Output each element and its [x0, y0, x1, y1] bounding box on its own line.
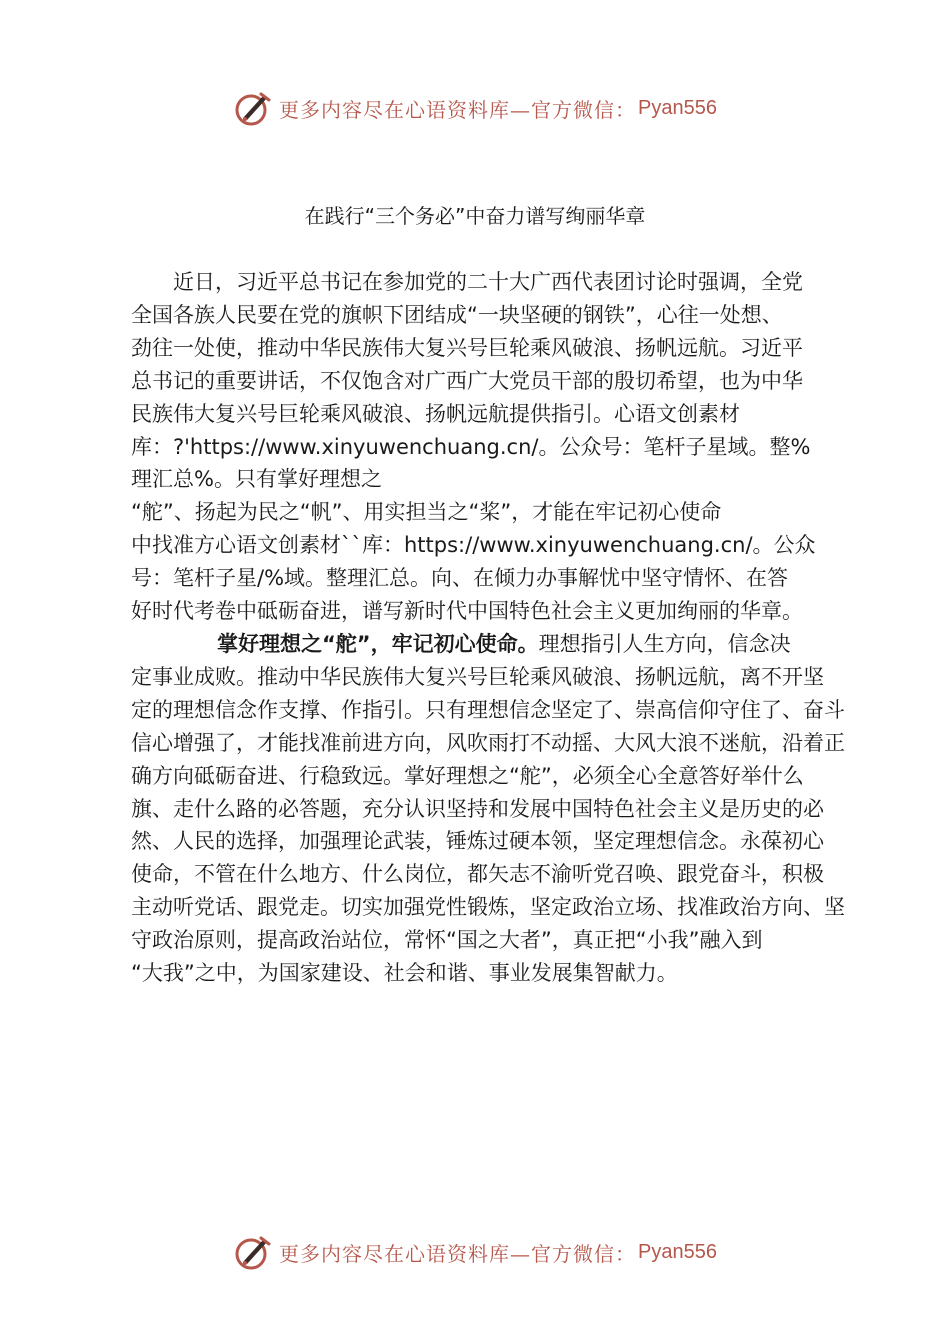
text-line: 定的理想信念作支撑、作指引。只有理想信念坚定了、崇高信仰守住了、奋斗 [131, 697, 845, 722]
text-line: “大我”之中，为国家建设、社会和谐、事业发展集智献力。 [131, 961, 678, 986]
document-title: 在践行“三个务必”中奋力谱写绚丽华章 [304, 204, 646, 228]
text-line: 劲往一处使，推动中华民族伟大复兴号巨轮乘风破浪、扬帆远航。习近平 [131, 335, 803, 360]
header-banner [0, 86, 950, 130]
text-line: 主动听党话、跟党走。切实加强党性锻炼，坚定政治立场、找准政治方向、坚 [131, 895, 845, 920]
text-line: 库：?'https://www.xinyuwenchuang.cn/。公众号：笔杆子星域。整% [131, 434, 811, 459]
paragraph-2-first-line: 理想指引人生方向，信念决 [538, 631, 791, 656]
text-line: 好时代考卷中砥砺奋进，谱写新时代中国特色社会主义更加绚丽的华章。 [131, 599, 803, 624]
text-line: 使命，不管在什么地方、什么岗位，都矢志不渝听党召唤、跟党奋斗，积极 [131, 862, 824, 887]
text-line: 守政治原则，提高政治站位，常怀“国之大者”，真正把“小我”融入到 [131, 928, 763, 953]
text-line: 定事业成败。推动中华民族伟大复兴号巨轮乘风破浪、扬帆远航，离不开坚 [131, 664, 824, 689]
footer-banner [0, 1230, 950, 1274]
text-line: 信心增强了，才能找准前进方向，风吹雨打不动摇、大风大浪不迷航，沿着正 [131, 730, 845, 755]
text-line: 民族伟大复兴号巨轮乘风破浪、扬帆远航提供指引。心语文创素材 [131, 401, 740, 426]
text-line [131, 628, 831, 661]
pen-logo-icon [233, 1232, 273, 1272]
text-line: 总书记的重要讲话，不仅饱含对广西广大党员干部的殷切希望，也为中华 [131, 368, 803, 393]
paragraph-2-heading: 掌好理想之“舵”，牢记初心使命。 [217, 631, 539, 656]
text-line: 理汇总%。只有掌好理想之 [131, 467, 382, 492]
footer-tagline: 更多内容尽在心语资料库—官方微信： [279, 1241, 637, 1266]
pen-logo-icon [233, 88, 273, 128]
text-line: 然、人民的选择，加强理论武装，锤炼过硬本领，坚定理想信念。永葆初心 [131, 829, 824, 854]
text-line: 确方向砥砺奋进、行稳致远。掌好理想之“舵”，必须全心全意答好举什么 [131, 763, 804, 788]
footer-wechat-id: Pyan556 [638, 1240, 717, 1263]
header-wechat-id: Pyan556 [638, 96, 717, 119]
text-line: 全国各族人民要在党的旗帜下团结成“一块坚硬的钢铁”，心往一处想、 [131, 302, 783, 327]
text-line: 旗、走什么路的必答题，充分认识坚持和发展中国特色社会主义是历史的必 [131, 796, 824, 821]
paragraph-2 [131, 628, 845, 990]
text-line: 中找准方心语文创素材``库：https://www.xinyuwenchuang.cn/。公众 [131, 533, 816, 558]
text-line: 近日，习近平总书记在参加党的二十大广西代表团讨论时强调，全党 [173, 270, 803, 294]
document-body [131, 266, 845, 990]
text-line: “舵”、扬起为民之“帆”、用实担当之“桨”，才能在牢记初心使命 [131, 500, 722, 525]
paragraph-1 [131, 266, 831, 628]
header-tagline: 更多内容尽在心语资料库—官方微信： [279, 97, 637, 122]
text-line: 号：笔杆子星/%域。整理汇总。向、在倾力办事解忧中坚守情怀、在答 [131, 566, 789, 591]
